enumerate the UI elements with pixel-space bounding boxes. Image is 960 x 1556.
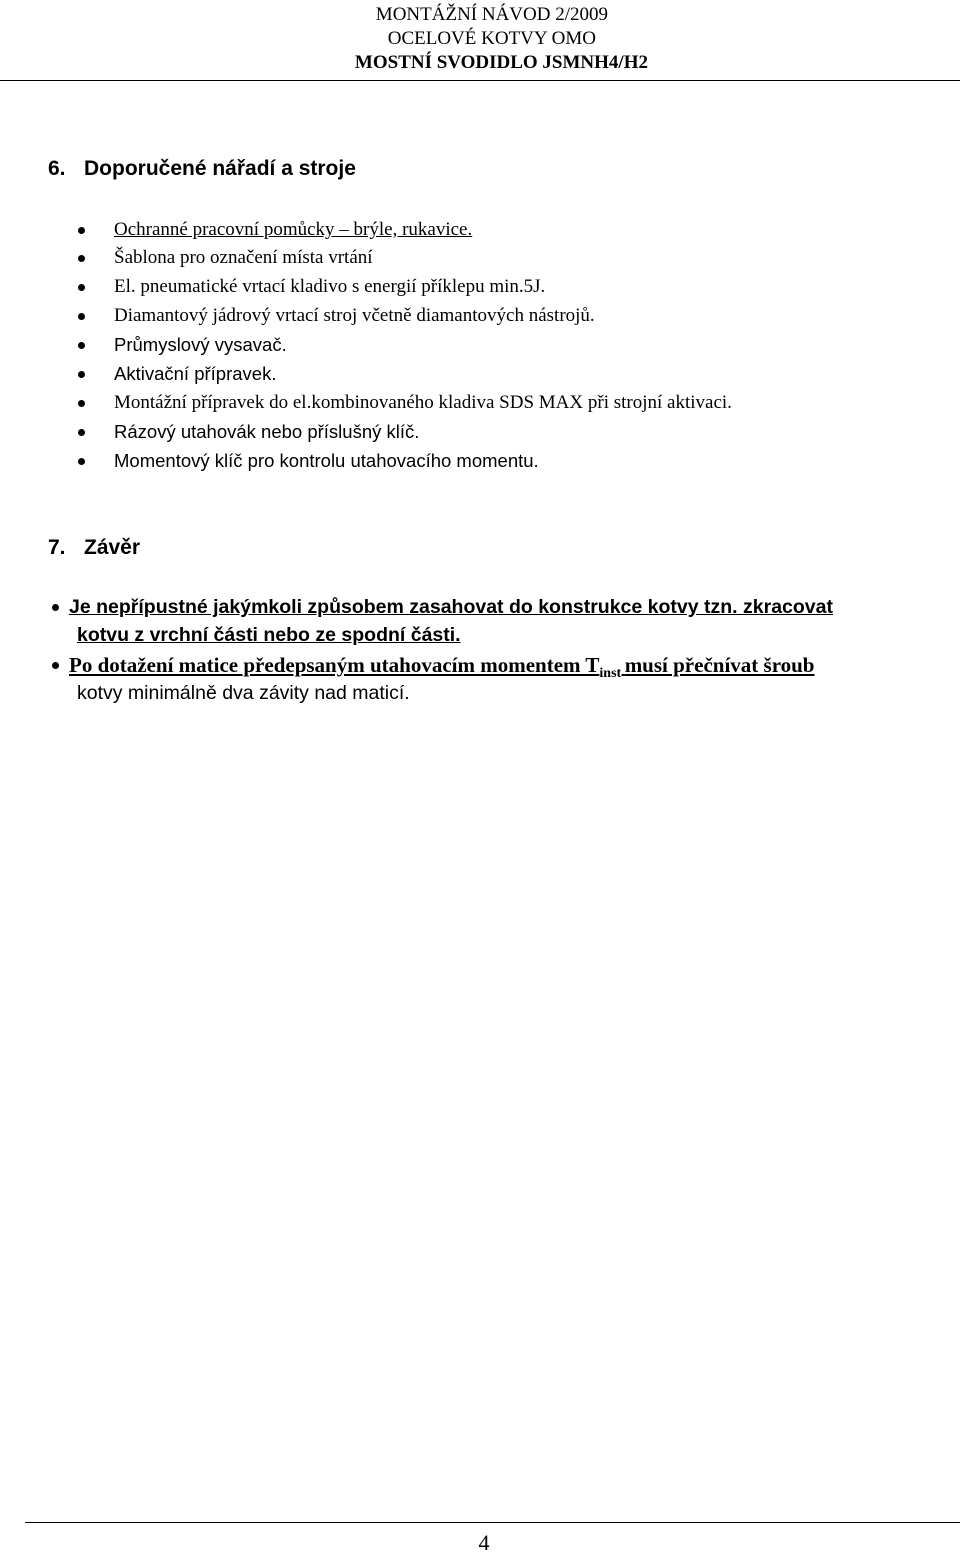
header-divider <box>0 80 960 81</box>
bullet-icon <box>78 400 85 407</box>
bullet-icon <box>78 227 85 234</box>
bullet-icon <box>78 342 85 349</box>
header-document-number: MONTÁŽNÍ NÁVOD 2/2009 <box>375 4 608 25</box>
header-product-name: OCELOVÉ KOTVY OMO <box>387 28 596 49</box>
header-system-name: MOSTNÍ SVODIDLO JSMNH4/H2 <box>354 52 648 73</box>
section-7-title: Závěr <box>84 536 141 559</box>
bullet-icon <box>78 371 85 378</box>
footer-divider <box>25 1522 960 1523</box>
bullet-icon <box>78 313 85 320</box>
list-item-text: Diamantový jádrový vrtací stroj včetně diamantových nástrojů. <box>114 305 595 326</box>
conclusion-2-text-start: Po dotažení matice předepsaným utahovacím momentem T <box>69 653 600 677</box>
list-item-text: Momentový klíč pro kontrolu utahovacího momentu. <box>114 450 539 471</box>
list-item-text: Ochranné pracovní pomůcky – brýle, rukavice. <box>114 219 473 240</box>
conclusion-2-line-2: kotvy minimálně dva závity nad maticí. <box>77 682 410 704</box>
list-item-text: Aktivační přípravek. <box>114 363 277 384</box>
conclusion-1-line-1: Je nepřípustné jakýmkoli způsobem zasahovat do konstrukce kotvy tzn. zkracovat <box>69 596 833 618</box>
bullet-icon <box>78 284 85 291</box>
bullet-icon <box>52 604 59 611</box>
section-7-heading <box>48 536 140 560</box>
bullet-icon <box>52 662 59 669</box>
conclusion-2-subscript: inst <box>599 666 625 681</box>
conclusion-1-line-2: kotvu z vrchní části nebo ze spodní části. <box>77 624 461 646</box>
conclusion-2-text-end: musí přečnívat šroub <box>624 653 815 677</box>
bullet-icon <box>78 429 85 436</box>
section-7-number: 7. <box>48 536 66 559</box>
section-6-number: 6. <box>48 157 66 180</box>
section-6-title: Doporučené nářadí a stroje <box>84 157 356 180</box>
list-item-text: Montážní přípravek do el.kombinovaného kladiva SDS MAX při strojní aktivaci. <box>114 392 732 413</box>
list-item-text: Průmyslový vysavač. <box>114 334 287 355</box>
list-item-text: El. pneumatické vrtací kladivo s energií příklepu min.5J. <box>114 276 546 297</box>
section-6-heading <box>48 157 356 181</box>
bullet-icon <box>78 255 85 262</box>
bullet-icon <box>78 458 85 465</box>
page-number: 4 <box>478 1530 490 1555</box>
list-item-text: Rázový utahovák nebo příslušný klíč. <box>114 421 420 442</box>
list-item-text: Šablona pro označení místa vrtání <box>114 247 373 268</box>
